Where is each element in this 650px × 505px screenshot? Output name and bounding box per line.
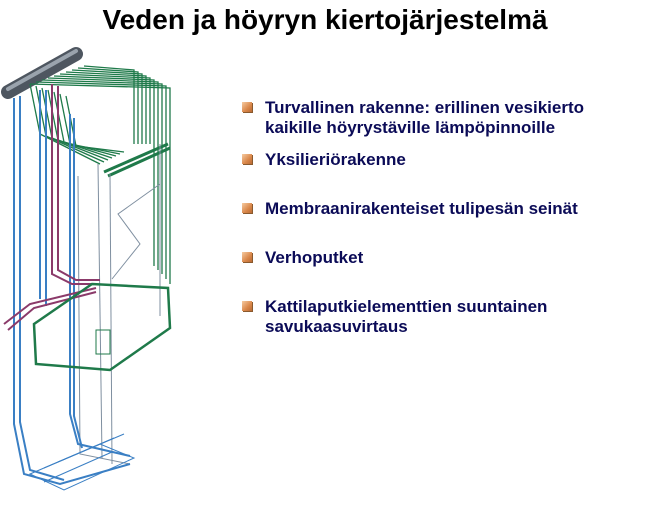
ring-header [34, 284, 170, 370]
bullet-text: Yksilieriörakenne [265, 150, 406, 169]
bullet-item [240, 98, 640, 138]
furnace-walls [78, 144, 160, 464]
ring-inner-detail [96, 330, 110, 354]
bullet-list [240, 98, 640, 337]
purple-pipes [4, 84, 100, 330]
steam-drum [8, 51, 76, 92]
slide-title: Veden ja höyryn kiertojärjestelmä [102, 4, 548, 35]
blue-pipes [14, 90, 130, 484]
bullet-item [240, 297, 640, 337]
bullet-item [240, 199, 640, 219]
bullet-text: Turvallinen rakenne: erillinen vesikierto kaikille höyrystäville lämpöpinnoille [265, 98, 585, 137]
bullet-marker-icon [242, 301, 252, 311]
bullet-marker-icon [242, 203, 252, 213]
bullet-marker-icon [242, 252, 252, 262]
bullet-item [240, 150, 640, 170]
bullet-marker-icon [242, 102, 252, 112]
bullet-text: Verhoputket [265, 248, 364, 267]
bullet-item [240, 248, 640, 268]
boiler-diagram [0, 44, 240, 504]
bullet-text: Membraanirakenteiset tulipesän seinät [265, 199, 578, 218]
bullet-text: Kattilaputkielementtien suuntainen savukaasuvirtaus [265, 297, 548, 336]
bullet-marker-icon [242, 154, 252, 164]
